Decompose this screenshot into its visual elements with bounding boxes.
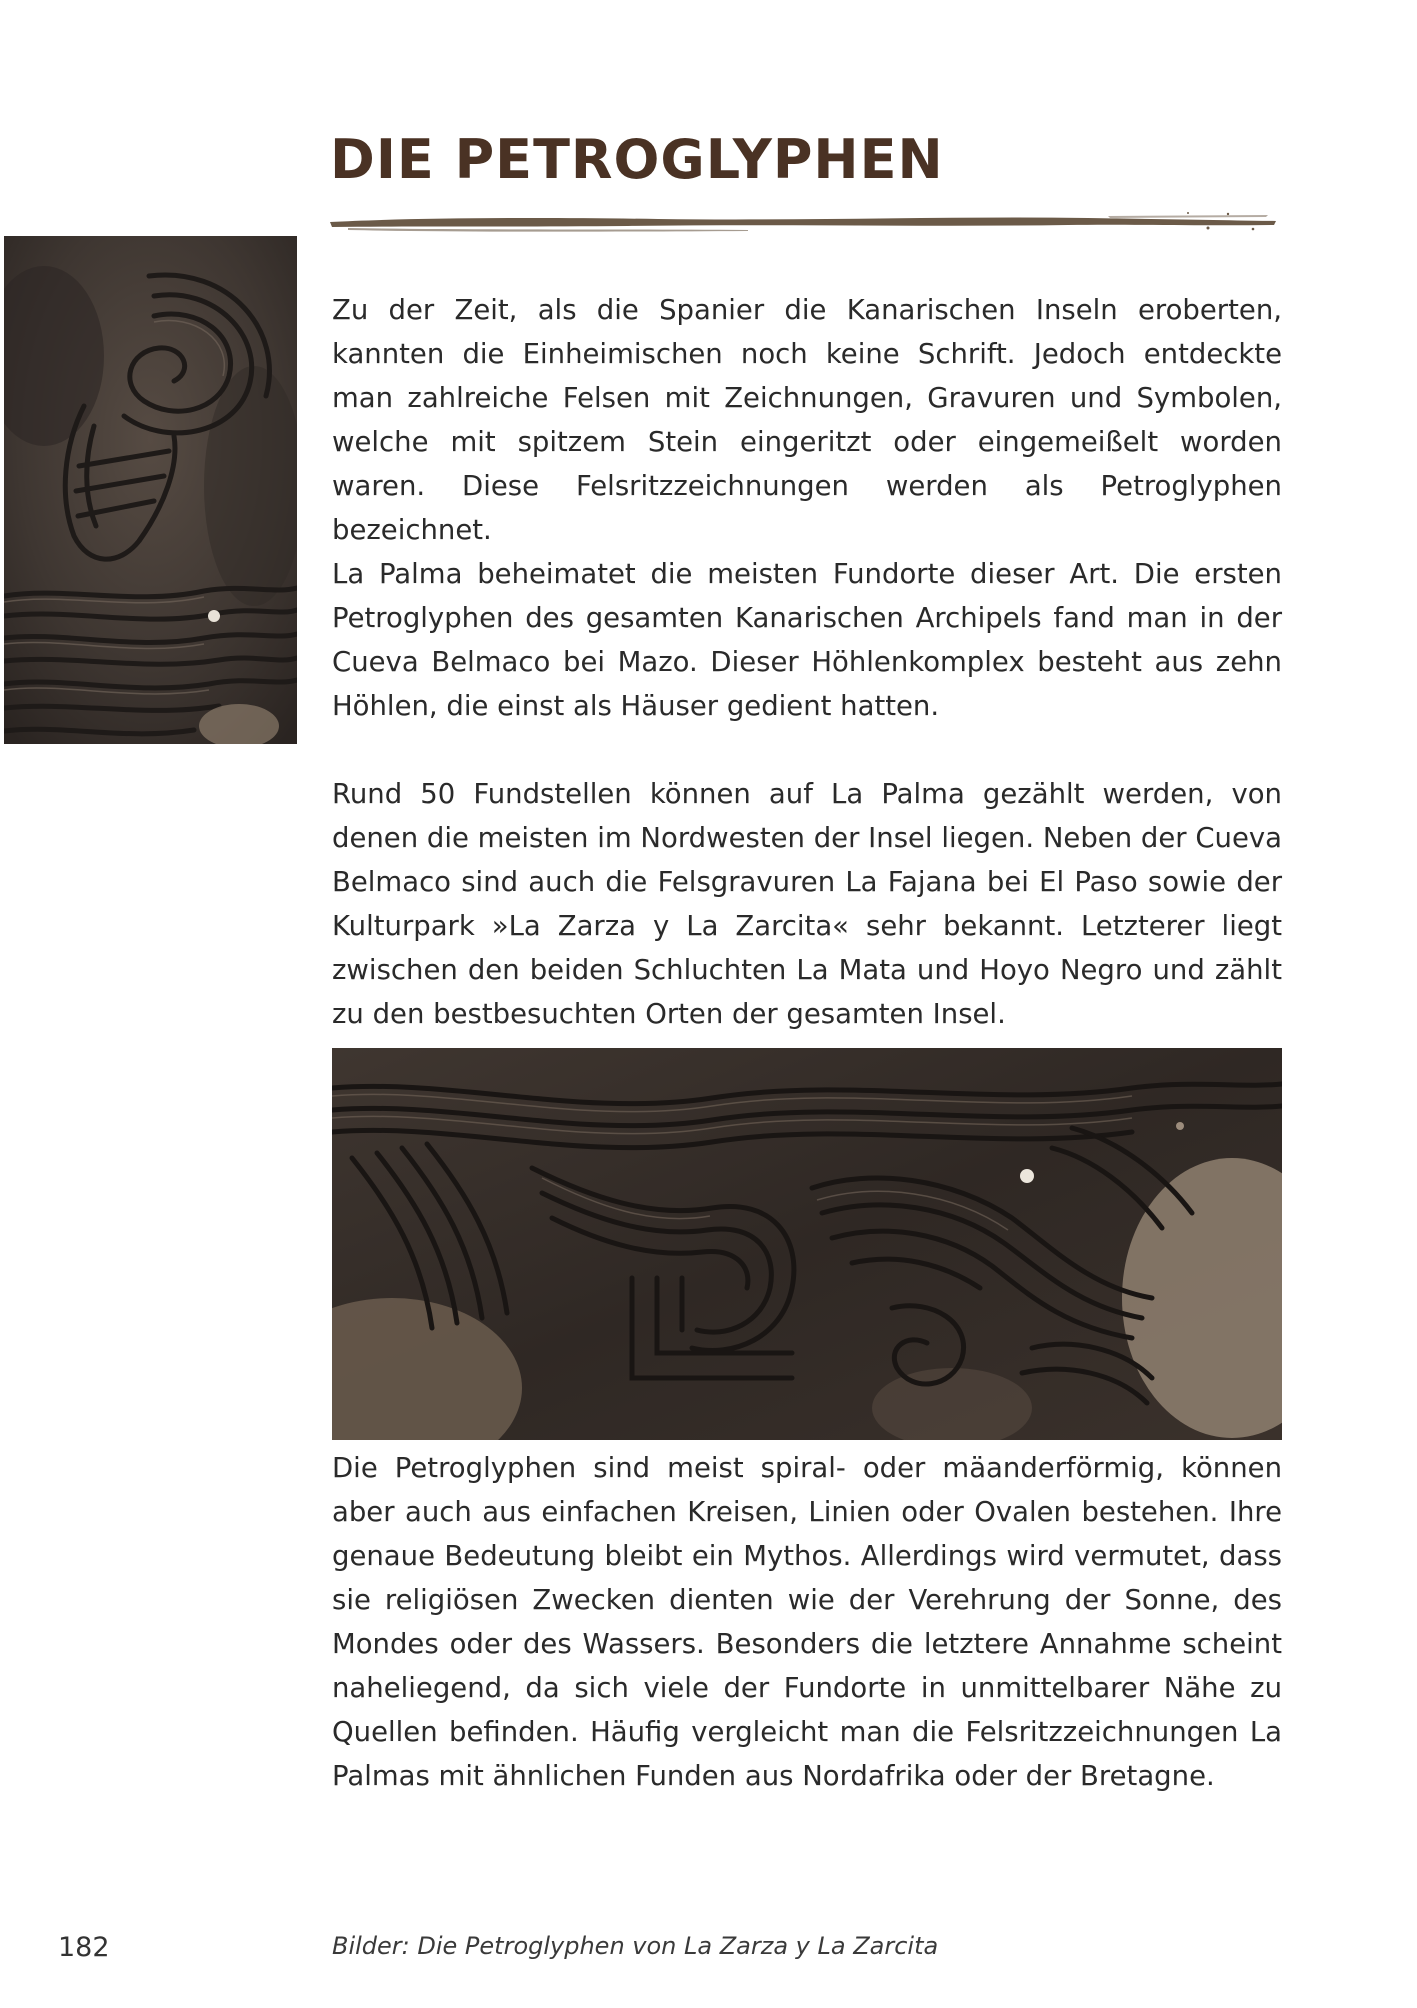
image-caption: Bilder: Die Petroglyphen von La Zarza y La Zarcita <box>332 1932 939 1960</box>
paragraph-intro: Zu der Zeit, als die Spanier die Kanarischen Inseln eroberten, kannten die Einheimischen noch keine Schrift. Jedoch entdeckte man zahlreiche Felsen mit Zeichnungen, Gravuren und Symbolen, welche mit spitzem Stein eingeritzt oder eingemeißelt worden waren. Diese Felsritzzeichnungen werden als Petroglyphen bezeichnet. <box>332 294 1282 546</box>
petroglyph-photo-spiral <box>4 236 297 744</box>
brush-stroke-divider <box>328 208 1278 234</box>
paragraph-fundstellen: Rund 50 Fundstellen können auf La Palma gezählt werden, von denen die meisten im Nordwesten der Insel liegen. Neben der Cueva Belmaco sind auch die Felsgravuren La Fajana bei El Paso sowie der Kulturpark »La Zarza y La Zarcita« sehr bekannt. Letzterer liegt zwischen den beiden Schluchten La Mata und Hoyo Negro und zählt zu den bestbesuchten Orten der gesamten Insel. <box>332 778 1282 1030</box>
page-title: DIE PETROGLYPHEN <box>330 128 944 191</box>
page-number: 182 <box>58 1932 110 1963</box>
paragraph-bedeutung: Die Petroglyphen sind meist spiral- oder mäanderförmig, können aber auch aus einfachen Kreisen, Linien oder Ovalen bestehen. Ihre genaue Bedeutung bleibt ein Mythos. Allerdings wird vermutet, dass sie religiösen Zwecken dienten wie der Verehrung der Sonne, des Mondes oder des Wassers. Besonders die letztere Annahme scheint naheliegend, da sich viele der Fundorte in unmittelbarer Nähe zu Quellen befinden. Häufig vergleicht man die Felsritzzeichnungen La Palmas mit ähnlichen Funden aus Nordafrika oder der Bretagne. <box>332 1452 1282 1792</box>
petroglyph-photo-meander <box>332 1048 1282 1440</box>
paragraph-la-palma: La Palma beheimatet die meisten Fundorte dieser Art. Die ersten Petroglyphen des gesamten Kanarischen Archipels fand man in der Cueva Belmaco bei Mazo. Dieser Höhlenkomplex besteht aus zehn Höhlen, die einst als Häuser gedient hatten. <box>332 558 1282 722</box>
